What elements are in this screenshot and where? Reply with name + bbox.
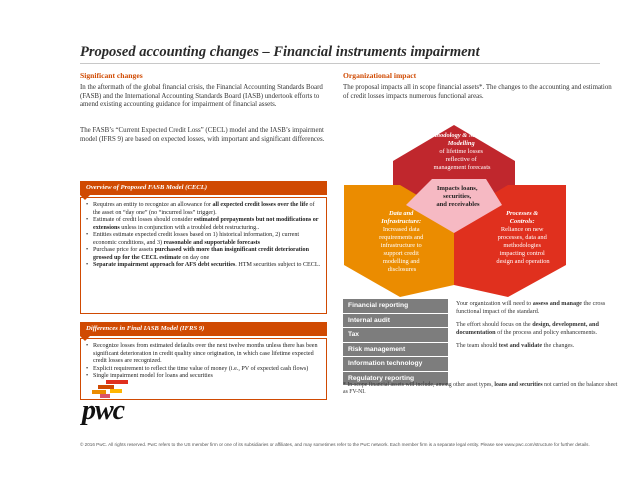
emphasis-text: test and validate [498,342,543,350]
body-text: on day one [180,254,210,261]
body-text: Recognize losses from estimated defaults over the next twelve months unless there has been significant deterioration in credit quality since origination, in which case lifetime expected credit losses are recognized. [93,343,318,364]
functional-area-row: Risk management [343,343,448,357]
body-text: the cross functional impact of the standard. [456,300,606,315]
significant-changes-paragraph-1: In the aftermath of the global financial crisis, the Financial Accounting Standards Board (FASB) and the International Accounting Standards Board (IASB) undertook efforts to amend existing accounting guidance for impairment of financial assets. [80,84,323,109]
functional-areas-list [343,299,448,386]
methodology-title: Methodology & Modeling: [426,132,497,139]
footnote [343,382,623,397]
emphasis-text: purchased with more than insignificant credit deterioration grossed up for the CECL estimate [93,247,309,261]
svg-text:Data and Infrastructure: [379,210,425,273]
emphasis-text: all expected credit losses over the life [212,202,309,208]
emphasis-text: estimated prepayments but not modifications or extensions [93,217,319,231]
center-line: Impacts loans, [436,185,478,192]
functional-area-row: Information technology [343,357,448,371]
functional-area-row: Regulatory reporting [343,372,448,386]
body-text: Single impairment model for loans and securities [93,373,213,379]
emphasis-text: reasonable and supportable forecasts [163,239,261,246]
center-line: securities, [443,193,472,200]
body-text: the changes. [542,342,575,350]
body-text: Explicit requirement to reflect the time value of money (i.e., PV of expected cash flows) [93,365,309,372]
emphasis-text: assess and manage [532,300,582,307]
data-infrastructure-line: modelling and [382,258,420,265]
list-item [86,202,322,217]
processes-controls-line: design and operation [496,258,550,265]
processes-controls-title: Processes & [506,210,539,217]
body-text: Estimate of credit losses should consider [93,217,194,223]
impact-notes [456,300,621,356]
page-title: Proposed accounting changes – Financial instruments impairment [80,44,480,60]
impact-note [456,342,621,350]
methodology-line: reflective of [445,156,477,163]
body-text: Requires an entity to recognize an allowance for [93,202,213,208]
list-item [86,217,322,232]
ifrs-panel-header: Differences in Final IASB Model (IFRS 9) [80,322,327,336]
list-item [86,366,322,374]
list-item [86,232,322,247]
body-text: * In-scope financial assets will include, among other asset types, [343,382,495,388]
body-text: Entities estimate expected credit losses based on 1) historical information, 2) current economic conditions, and 3) [93,232,300,246]
functional-area-row: Tax [343,328,448,342]
data-infrastructure-line: disclosures [387,266,417,273]
body-text: unless in conjunction with a troubled debt restructuring.. [119,224,260,231]
data-infrastructure-title: Infrastructure: [381,218,422,225]
impact-note [456,300,621,315]
body-text: Purchase price for assets [93,247,155,253]
organizational-impact-heading: Organizational impact [343,71,417,80]
body-text: Your organization will need to [456,300,533,307]
organizational-impact-paragraph: The proposal impacts all in scope financial assets*. The changes to the accounting and estimation of credit losses impacts numerous functional areas. [343,84,612,100]
significant-changes-paragraph-2: The FASB’s “Current Expected Credit Loss” (CECL) model and the IASB’s impairment model (IFRS 9) are based on expected losses, with important and significant differences. [80,127,325,143]
methodology-line: management forecasts [433,164,491,171]
functional-area-row: Internal audit [343,314,448,328]
methodology-line: of lifetime losses [439,148,484,155]
impact-note [456,321,621,336]
ifrs-list [86,343,322,381]
emphasis-text: loans and securities [494,382,543,388]
title-divider [80,63,600,64]
list-item [86,262,322,270]
body-text: . HTM securities subject to CECL. [235,262,321,268]
significant-changes-heading: Significant changes [80,71,143,80]
processes-controls-line: methodologies [503,242,542,249]
data-infrastructure-title: Data and [389,210,414,217]
data-infrastructure-line: requirements and [379,234,424,241]
body-text: not carried on the balance sheet as FV-NI. [343,382,618,396]
body-text: of the process and policy enhancements. [495,328,598,336]
data-infrastructure-line: Increased data [382,226,420,233]
emphasis-text: Separate impairment approach for AFS debt securities [93,262,236,268]
fasb-panel-header: Overview of Proposed FASB Model (CECL) [80,181,327,195]
fasb-list [86,202,322,270]
processes-controls-title: Controls: [509,218,535,225]
copyright-notice: © 2016 PwC. All rights reserved. PwC refers to the US member firm or one of its subsidiaries or affiliates, and may sometimes refer to the PwC network. Each member firm is a separate legal entity. Please see www.pwc.com/structure for further details. [80,442,590,447]
functional-area-row: Financial reporting [343,299,448,313]
methodology-line: Modelling [447,140,475,147]
emphasis-text: design, development, and documentation [456,321,599,336]
impact-diagram [340,125,572,297]
processes-controls-line: Reliance on new [500,226,544,233]
processes-controls-line: processes, data and [497,234,547,241]
body-text: The team should [456,342,499,350]
pwc-logo-wordmark: pwc [82,395,125,426]
data-infrastructure-line: support credit [383,250,419,257]
list-item [86,343,322,366]
body-text: of the asset on “day one” (no “incurred loss” trigger). [93,202,315,216]
fasb-panel [80,197,327,314]
processes-controls-line: impacting control [499,250,545,257]
list-item [86,247,322,262]
center-line: and receivables [436,201,480,208]
body-text: The effort should focus on the [456,321,533,329]
data-infrastructure-line: infrastructure to [380,242,422,249]
